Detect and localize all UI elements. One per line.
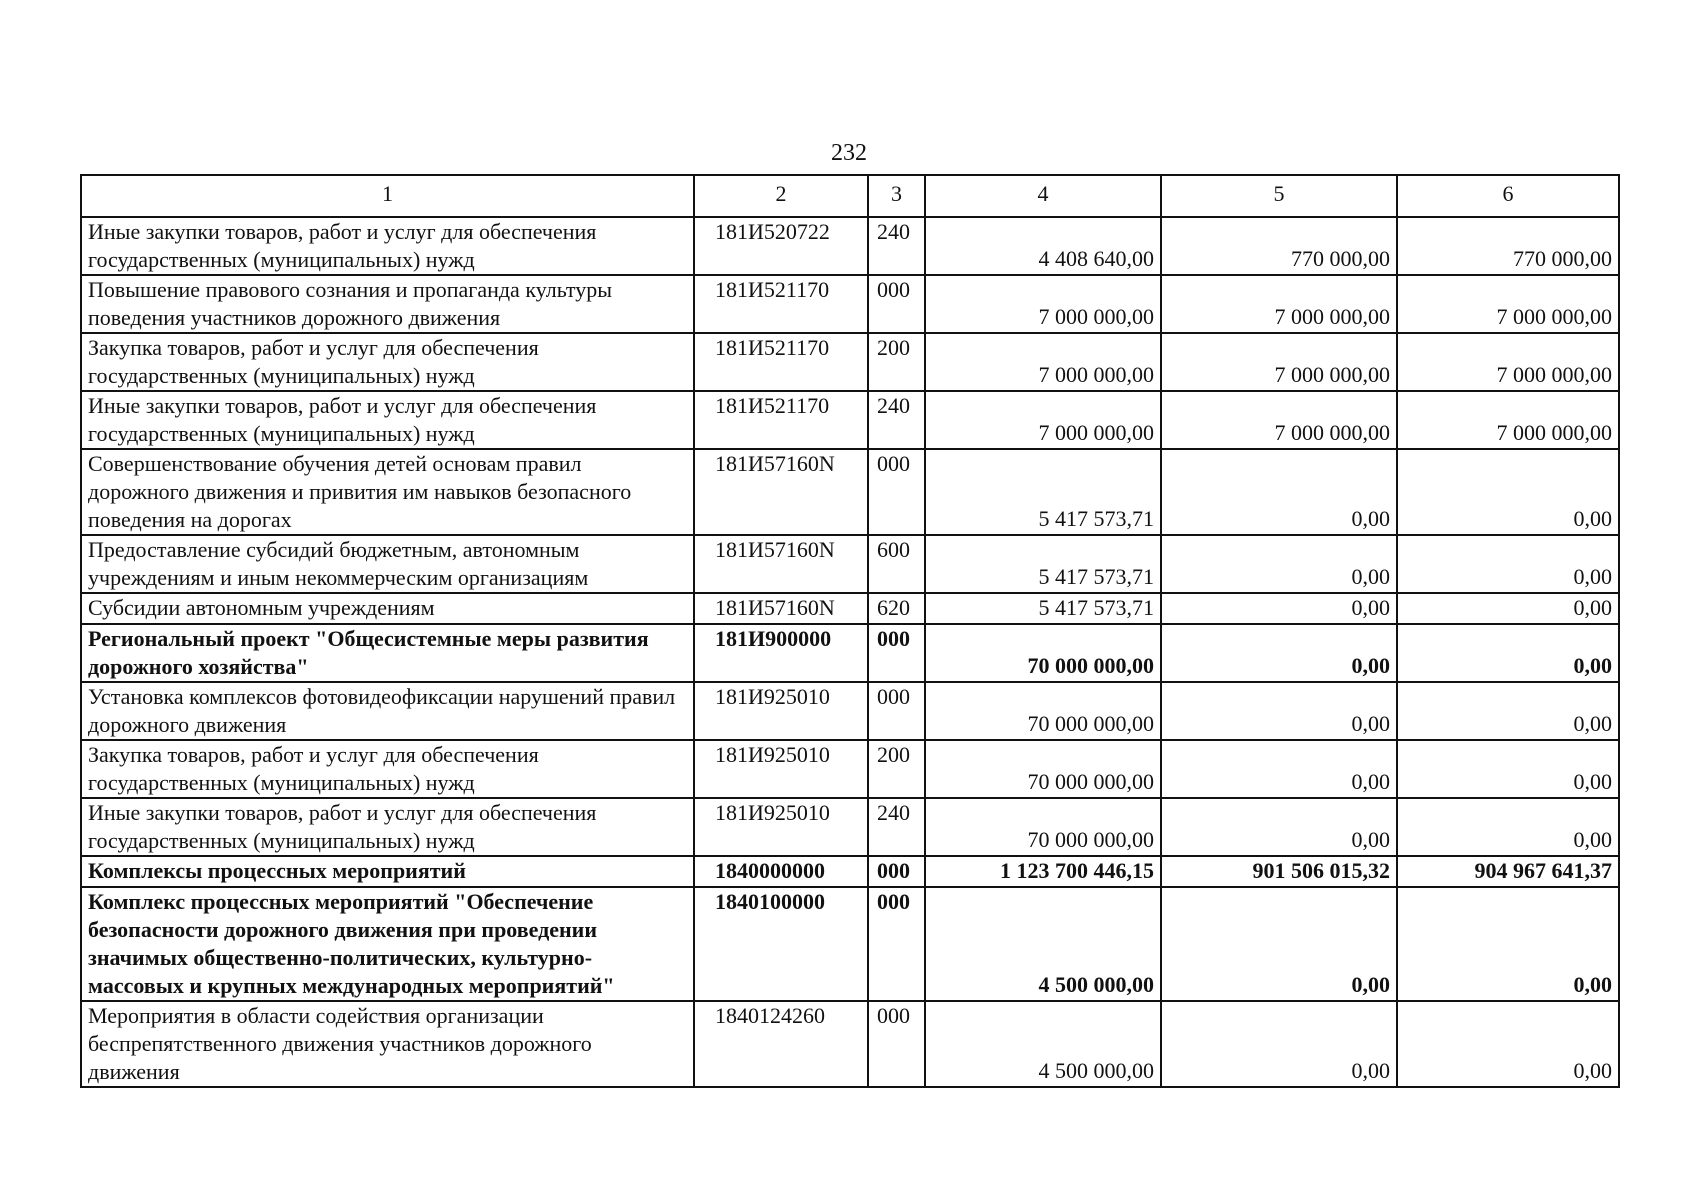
row-value-col4: 5 417 573,71 — [925, 593, 1161, 624]
row-value-col5: 0,00 — [1161, 593, 1397, 624]
table-row — [81, 624, 1619, 682]
row-value-col6: 0,00 — [1397, 798, 1619, 856]
row-name: Закупка товаров, работ и услуг для обеспечения государственных (муниципальных) нужд — [81, 740, 694, 798]
row-value-col5: 0,00 — [1161, 535, 1397, 593]
table-row — [81, 333, 1619, 391]
column-header: 6 — [1397, 175, 1619, 217]
row-name: Совершенствование обучения детей основам правил дорожного движения и привития им навыков безопасного поведения на дорогах — [81, 449, 694, 535]
table-row — [81, 798, 1619, 856]
row-value-col5: 0,00 — [1161, 798, 1397, 856]
table-row — [81, 275, 1619, 333]
row-expense-kind: 240 — [868, 798, 925, 856]
row-code: 181И925010 — [694, 740, 868, 798]
row-name: Повышение правового сознания и пропаганда культуры поведения участников дорожного движения — [81, 275, 694, 333]
table-row — [81, 535, 1619, 593]
row-expense-kind: 000 — [868, 856, 925, 887]
row-value-col4: 70 000 000,00 — [925, 682, 1161, 740]
row-expense-kind: 000 — [868, 887, 925, 1001]
row-value-col4: 70 000 000,00 — [925, 624, 1161, 682]
row-code: 1840000000 — [694, 856, 868, 887]
row-value-col4: 7 000 000,00 — [925, 333, 1161, 391]
row-value-col5: 7 000 000,00 — [1161, 391, 1397, 449]
table-row — [81, 593, 1619, 624]
row-expense-kind: 000 — [868, 624, 925, 682]
row-name: Закупка товаров, работ и услуг для обеспечения государственных (муниципальных) нужд — [81, 333, 694, 391]
column-header: 3 — [868, 175, 925, 217]
table-row — [81, 887, 1619, 1001]
row-value-col6: 0,00 — [1397, 682, 1619, 740]
row-value-col5: 0,00 — [1161, 449, 1397, 535]
row-expense-kind: 200 — [868, 740, 925, 798]
row-value-col6: 0,00 — [1397, 1001, 1619, 1087]
row-code: 181И521170 — [694, 275, 868, 333]
row-code: 181И521170 — [694, 391, 868, 449]
table-row — [81, 740, 1619, 798]
row-name: Комплекс процессных мероприятий "Обеспечение безопасности дорожного движения при проведении значимых общественно-политических, культурно-массовых и крупных международных мероприятий" — [81, 887, 694, 1001]
row-code: 181И900000 — [694, 624, 868, 682]
row-name: Мероприятия в области содействия организации беспрепятственного движения участников дорожного движения — [81, 1001, 694, 1087]
row-value-col6: 7 000 000,00 — [1397, 333, 1619, 391]
row-value-col5: 770 000,00 — [1161, 217, 1397, 275]
row-value-col4: 4 500 000,00 — [925, 887, 1161, 1001]
table-row — [81, 449, 1619, 535]
row-value-col4: 5 417 573,71 — [925, 535, 1161, 593]
row-value-col4: 70 000 000,00 — [925, 798, 1161, 856]
row-code: 181И57160N — [694, 535, 868, 593]
row-value-col5: 7 000 000,00 — [1161, 275, 1397, 333]
row-name: Иные закупки товаров, работ и услуг для обеспечения государственных (муниципальных) нужд — [81, 391, 694, 449]
column-header: 4 — [925, 175, 1161, 217]
row-value-col5: 0,00 — [1161, 740, 1397, 798]
row-name: Иные закупки товаров, работ и услуг для обеспечения государственных (муниципальных) нужд — [81, 217, 694, 275]
row-value-col5: 0,00 — [1161, 887, 1397, 1001]
row-value-col6: 7 000 000,00 — [1397, 275, 1619, 333]
row-value-col6: 0,00 — [1397, 449, 1619, 535]
row-expense-kind: 620 — [868, 593, 925, 624]
row-code: 181И57160N — [694, 449, 868, 535]
row-value-col5: 901 506 015,32 — [1161, 856, 1397, 887]
row-value-col6: 0,00 — [1397, 535, 1619, 593]
row-value-col5: 7 000 000,00 — [1161, 333, 1397, 391]
row-code: 1840124260 — [694, 1001, 868, 1087]
row-name: Установка комплексов фотовидеофиксации нарушений правил дорожного движения — [81, 682, 694, 740]
row-value-col5: 0,00 — [1161, 682, 1397, 740]
row-value-col6: 770 000,00 — [1397, 217, 1619, 275]
row-value-col6: 0,00 — [1397, 887, 1619, 1001]
row-name: Региональный проект "Общесистемные меры развития дорожного хозяйства" — [81, 624, 694, 682]
row-value-col4: 7 000 000,00 — [925, 275, 1161, 333]
budget-table — [80, 174, 1620, 1088]
row-expense-kind: 240 — [868, 217, 925, 275]
row-expense-kind: 200 — [868, 333, 925, 391]
column-header: 2 — [694, 175, 868, 217]
table-row — [81, 856, 1619, 887]
row-value-col4: 4 500 000,00 — [925, 1001, 1161, 1087]
row-expense-kind: 600 — [868, 535, 925, 593]
row-name: Предоставление субсидий бюджетным, автономным учреждениям и иным некоммерческим организациям — [81, 535, 694, 593]
row-name: Субсидии автономным учреждениям — [81, 593, 694, 624]
row-name: Иные закупки товаров, работ и услуг для обеспечения государственных (муниципальных) нужд — [81, 798, 694, 856]
column-header: 5 — [1161, 175, 1397, 217]
row-code: 1840100000 — [694, 887, 868, 1001]
row-value-col4: 1 123 700 446,15 — [925, 856, 1161, 887]
row-value-col4: 70 000 000,00 — [925, 740, 1161, 798]
row-value-col6: 0,00 — [1397, 740, 1619, 798]
row-code: 181И925010 — [694, 798, 868, 856]
row-expense-kind: 000 — [868, 682, 925, 740]
table-row — [81, 682, 1619, 740]
row-value-col4: 7 000 000,00 — [925, 391, 1161, 449]
row-expense-kind: 000 — [868, 449, 925, 535]
row-value-col6: 0,00 — [1397, 593, 1619, 624]
row-value-col6: 904 967 641,37 — [1397, 856, 1619, 887]
row-expense-kind: 000 — [868, 275, 925, 333]
row-name: Комплексы процессных мероприятий — [81, 856, 694, 887]
row-value-col4: 5 417 573,71 — [925, 449, 1161, 535]
row-expense-kind: 240 — [868, 391, 925, 449]
table-row — [81, 217, 1619, 275]
row-value-col4: 4 408 640,00 — [925, 217, 1161, 275]
row-code: 181И521170 — [694, 333, 868, 391]
table-row — [81, 391, 1619, 449]
row-expense-kind: 000 — [868, 1001, 925, 1087]
column-header: 1 — [81, 175, 694, 217]
row-code: 181И520722 — [694, 217, 868, 275]
header-row — [81, 175, 1619, 217]
row-value-col5: 0,00 — [1161, 1001, 1397, 1087]
row-value-col6: 0,00 — [1397, 624, 1619, 682]
table-row — [81, 1001, 1619, 1087]
page-number: 232 — [831, 140, 867, 166]
row-value-col5: 0,00 — [1161, 624, 1397, 682]
row-code: 181И925010 — [694, 682, 868, 740]
row-code: 181И57160N — [694, 593, 868, 624]
row-value-col6: 7 000 000,00 — [1397, 391, 1619, 449]
